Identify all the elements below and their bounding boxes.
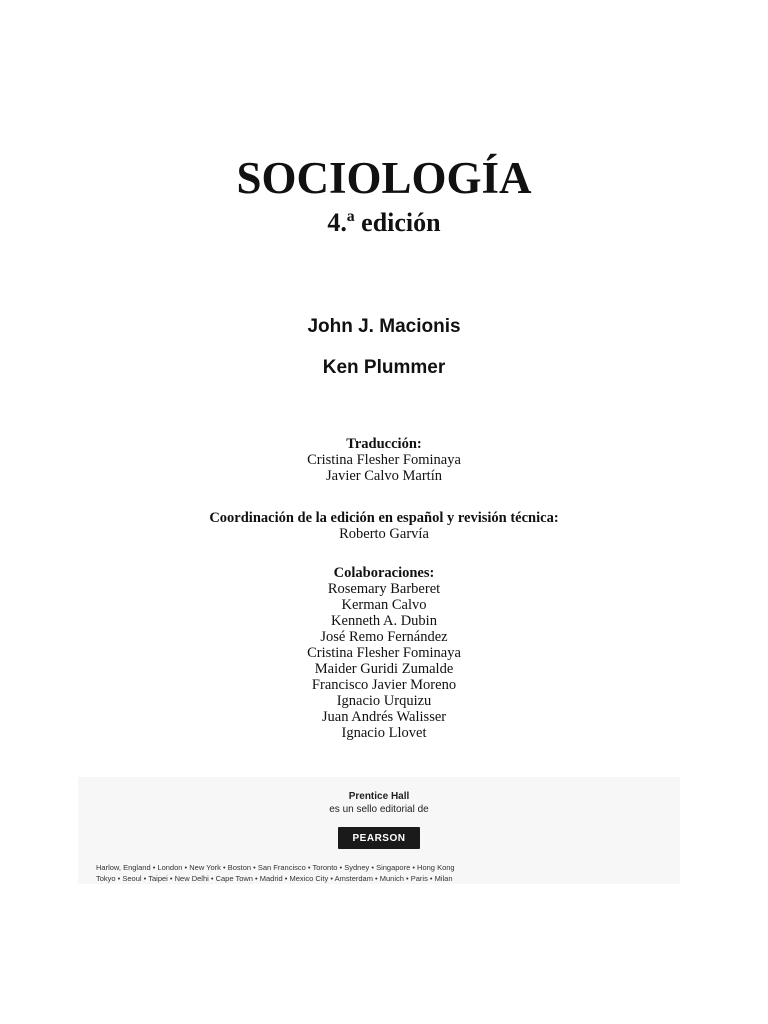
collaborator-name: Juan Andrés Walisser	[321, 709, 447, 725]
collaboration-credits	[0, 565, 768, 741]
book-title: SOCIOLOGÍA	[236, 153, 532, 203]
translator-name: Javier Calvo Martín	[326, 468, 442, 484]
collaborator-name: Maider Guridi Zumalde	[314, 661, 454, 677]
collaborator-name: José Remo Fernández	[320, 629, 448, 645]
coordinator-name: Roberto Garvía	[339, 526, 429, 542]
collaborator-name: Francisco Javier Moreno	[311, 677, 457, 693]
collaborator-name: Rosemary Barberet	[327, 581, 441, 597]
collaborations-heading: Colaboraciones:	[333, 565, 435, 581]
author-name: Ken Plummer	[322, 357, 446, 378]
pearson-logo-text: PEARSON	[352, 832, 406, 844]
publisher-cities: Tokyo • Seoul • Taipei • New Delhi • Cape Town • Madrid • Mexico City • Amsterdam • Munich • Paris • Milan	[96, 874, 453, 883]
edition-label: 4.ª edición	[327, 208, 441, 237]
coordination-heading: Coordinación de la edición en español y revisión técnica:	[209, 510, 559, 526]
imprint-name: Prentice Hall	[348, 791, 410, 802]
translator-name: Cristina Flesher Fominaya	[307, 452, 461, 468]
translation-credits	[0, 436, 768, 484]
collaborator-name: Ignacio Urquizu	[336, 693, 432, 709]
coordination-credits	[0, 510, 768, 542]
translation-heading: Traducción:	[346, 436, 422, 452]
collaborator-name: Cristina Flesher Fominaya	[307, 645, 461, 661]
collaborator-name: Kerman Calvo	[341, 597, 427, 613]
imprint-note: es un sello editorial de	[329, 804, 429, 815]
author-name: John J. Macionis	[307, 316, 461, 337]
collaborator-name: Ignacio Llovet	[341, 725, 427, 741]
collaborator-name: Kenneth A. Dubin	[331, 613, 437, 629]
publisher-imprint	[78, 777, 680, 884]
publisher-cities: Harlow, England • London • New York • Boston • San Francisco • Toronto • Sydney • Singapore • Hong Kong	[96, 863, 455, 872]
pearson-logo	[338, 827, 420, 849]
